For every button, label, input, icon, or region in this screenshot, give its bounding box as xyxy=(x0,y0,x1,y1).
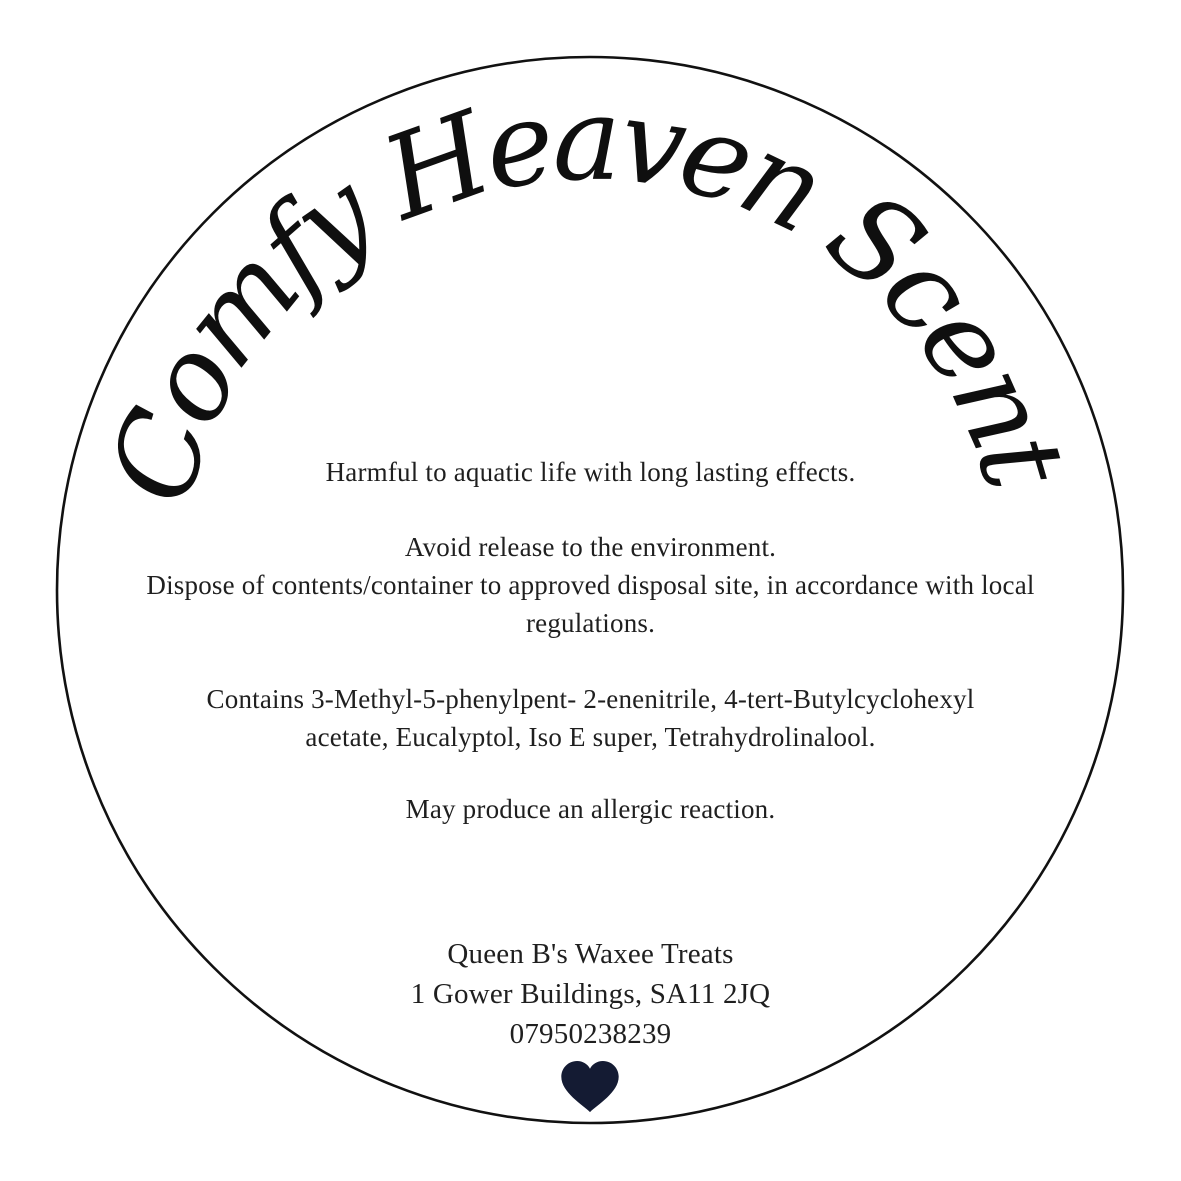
heart-icon xyxy=(561,1061,619,1113)
allergy-line: May produce an allergic reaction. xyxy=(405,794,776,824)
disposal-line-1: Avoid release to the environment. xyxy=(404,532,777,562)
disposal-line-3: regulations. xyxy=(525,608,656,638)
disposal-line-2: Dispose of contents/container to approved disposal site, in accordance with local xyxy=(146,570,1035,600)
ingredients-line-1: Contains 3-Methyl-5-phenylpent- 2-enenitrile, 4-tert-Butylcyclohexyl xyxy=(206,684,975,714)
maker-company: Queen B's Waxee Treats xyxy=(447,938,734,970)
maker-info xyxy=(0,934,1181,1054)
label-title-text: Comfy Heaven Scent xyxy=(83,72,1092,518)
heart-shape xyxy=(561,1061,618,1112)
disposal-statement xyxy=(0,528,1181,642)
ingredients-line-2: acetate, Eucalyptol, Iso E super, Tetrahydrolinalool. xyxy=(305,722,876,752)
maker-phone: 07950238239 xyxy=(509,1018,672,1050)
hazard-line: Harmful to aquatic life with long lasting effects. xyxy=(325,457,856,487)
maker-address: 1 Gower Buildings, SA11 2JQ xyxy=(410,978,771,1010)
heart-icon-svg xyxy=(561,1061,619,1113)
label-title-curved xyxy=(84,73,1092,518)
ingredients-statement xyxy=(0,680,1181,756)
allergy-statement xyxy=(0,790,1181,828)
hazard-statement xyxy=(0,453,1181,491)
